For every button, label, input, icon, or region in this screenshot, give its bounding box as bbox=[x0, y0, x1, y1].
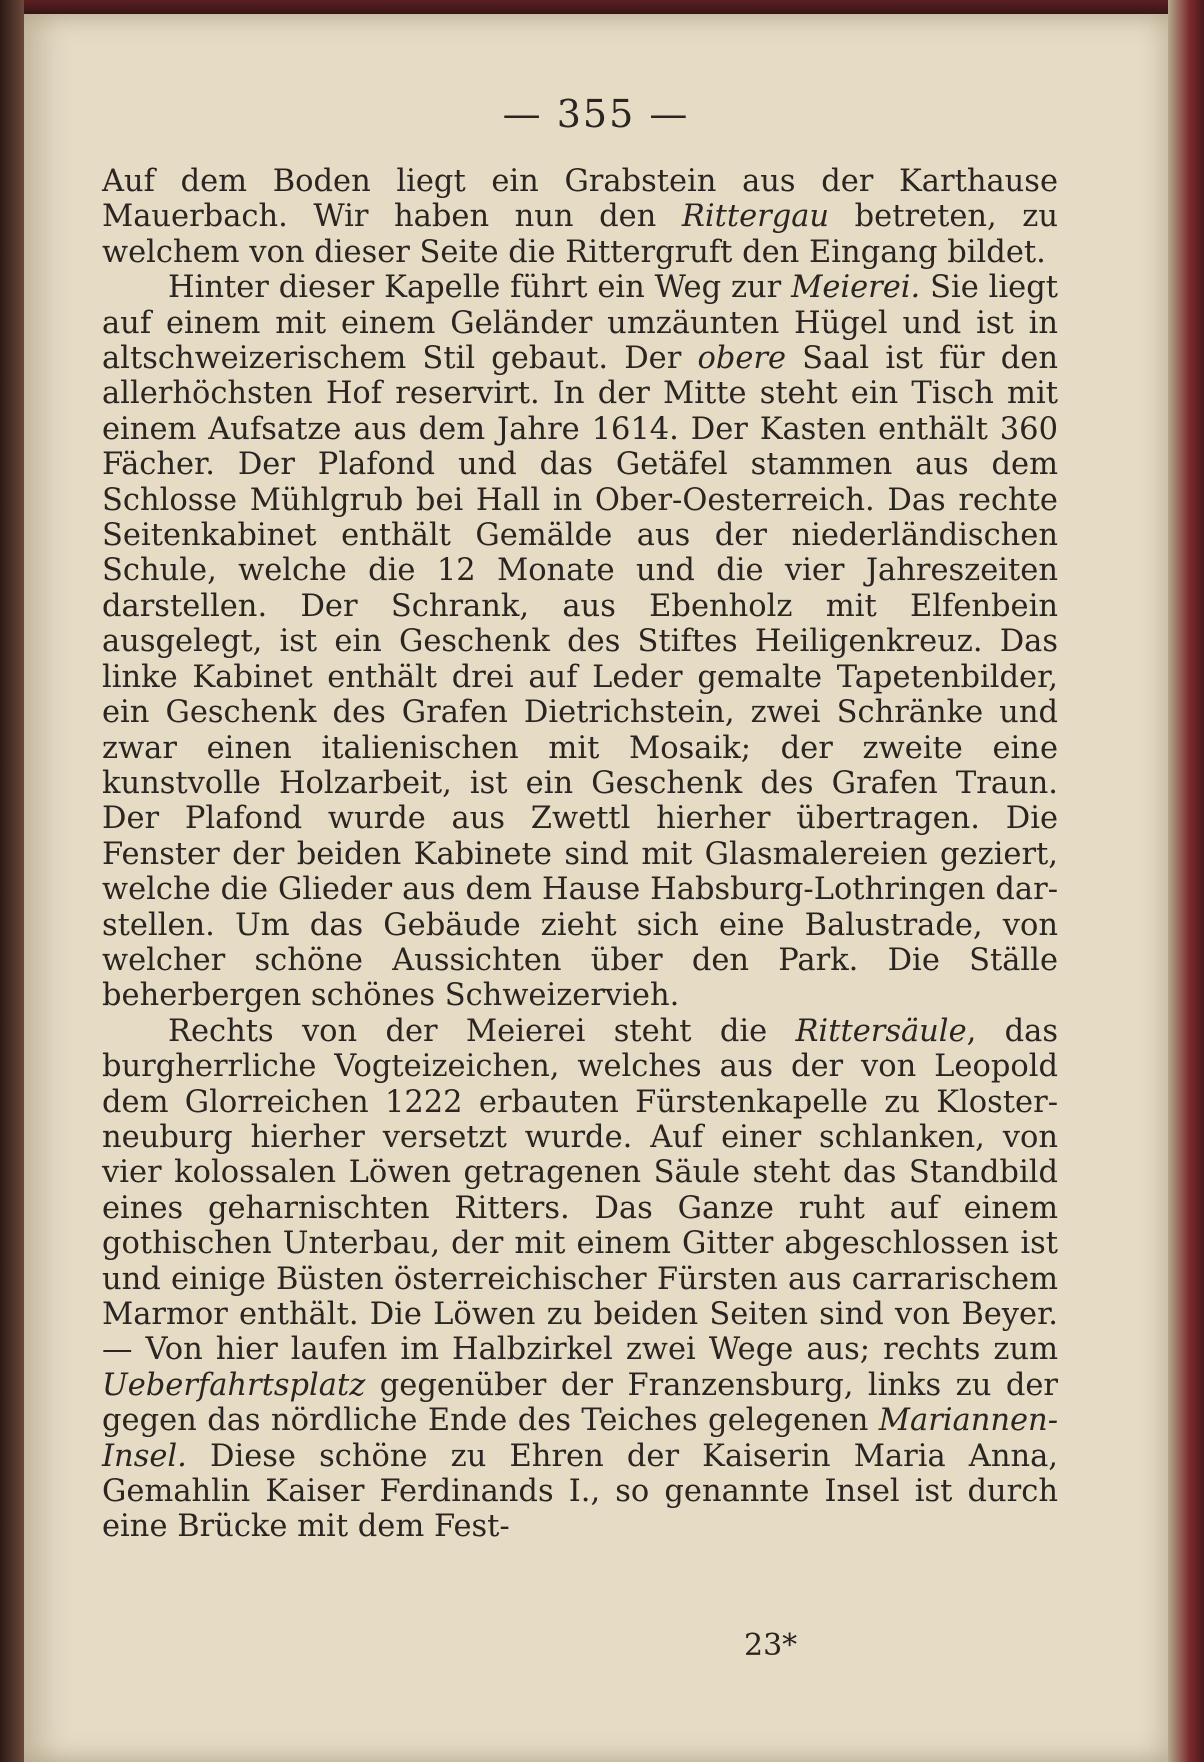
text-run: Auf dem Boden liegt ein Grabstein aus der Karthause Mauerbach. Wir haben nun den bbox=[102, 164, 1058, 235]
paragraph bbox=[102, 164, 1058, 270]
italic-term: Meierei. bbox=[791, 270, 921, 306]
text-run: Sie liegt auf einem mit einem Geländer umzäunten Hügel und ist in altschweizerischem Stil gebaut. Der bbox=[102, 270, 1058, 377]
book-page bbox=[24, 14, 1168, 1762]
book-gutter bbox=[0, 0, 24, 1762]
book-edge-right bbox=[1168, 0, 1204, 1762]
body-text bbox=[102, 164, 1058, 1545]
paragraph bbox=[102, 1014, 1058, 1545]
text-run: gegenüber der Franzensburg, links zu der gegen das nördliche Ende des Teiches gelegenen bbox=[102, 1367, 1058, 1439]
text-run: , das burgherrliche Vogteizeichen, welches aus der von Leopold dem Glorreichen 1222 erbauten Fürstenkapelle zu Klosterneuburg hierher versetzt wurde. Auf einer schlanken, von vier kolossalen Löwen getragenen Säule steht das Standbild eines geharnischten Ritters. Das Ganze ruht auf einem gothischen Unterbau, der mit einem Gitter abgeschlossen ist und einige Büsten österreichischer Fürsten aus carrarischem Marmor enthält. Die Löwen zu beiden Seiten sind von Beyer. — Von hier laufen im Halbzirkel zwei Wege aus; rechts zum bbox=[102, 1013, 1058, 1368]
text-run: Hinter dieser Kapelle führt ein Weg zur bbox=[168, 270, 792, 306]
italic-term: Mariannen-Insel. bbox=[102, 1403, 1058, 1474]
sheet-signature: 23* bbox=[744, 1628, 798, 1663]
text-run: betreten, zu welchem von dieser Seite die Rittergruft den Eingang bildet. bbox=[102, 199, 1058, 270]
page-number: — 355 — bbox=[502, 92, 690, 136]
paragraph bbox=[102, 270, 1058, 1014]
text-run: Saal ist für den allerhöchsten Hof reservirt. In der Mitte steht ein Tisch mit einem Aufsatze aus dem Jahre 1614. Der Kasten enthält 360 Fächer. Der Plafond und das Getäfel stammen aus dem Schlosse Mühlgrub bei Hall in Ober-Oesterreich. Das rechte Seitenkabinet enthält Gemälde aus der niederländischen Schule, welche die 12 Monate und die vier Jahreszeiten darstellen. Der Schrank, aus Ebenholz mit Elfenbein ausgelegt, ist ein Geschenk des Stiftes Heiligenkreuz. Das linke Kabinet enthält drei auf Leder gemalte Tapetenbilder, ein Geschenk des Grafen Dietrichstein, zwei Schränke und zwar einen italienischen mit Mosaik; der zweite eine kunstvolle Holzarbeit, ist ein Geschenk des Grafen Traun. Der Plafond wurde aus Zwettl hierher übertragen. Die Fenster der beiden Kabinete sind mit Glasmalereien geziert, welche die Glieder aus dem Hause Habsburg-Lothringen darstellen. Um das Gebäude zieht sich eine Balustrade, von welcher schöne Aussichten über den Park. Die Ställe beherbergen schönes Schweizervieh. bbox=[102, 341, 1058, 1014]
italic-term: obere bbox=[697, 341, 787, 377]
italic-term: Rittergau bbox=[681, 199, 830, 235]
text-run: Diese schöne zu Ehren der Kaiserin Maria Anna, Gemahlin Kaiser Ferdinands I., so genannte Insel ist durch eine Brücke mit dem Fest- bbox=[102, 1438, 1058, 1545]
italic-term: Ueberfahrtsplatz bbox=[102, 1367, 366, 1403]
text-run: Rechts von der Meierei steht die bbox=[168, 1013, 796, 1049]
italic-term: Rittersäule bbox=[795, 1013, 967, 1049]
